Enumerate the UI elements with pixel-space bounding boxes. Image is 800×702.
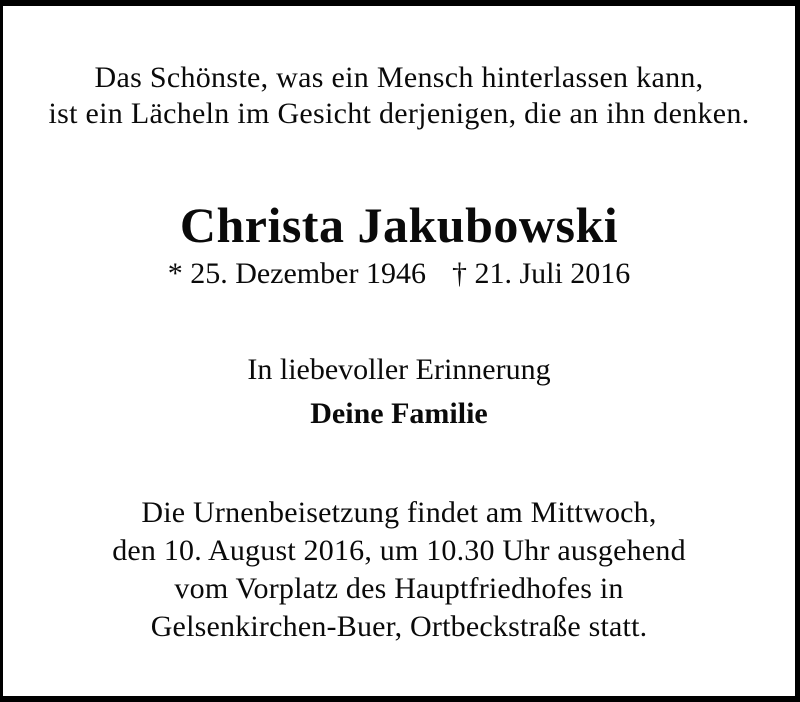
deceased-name: Christa Jakubowski — [179, 197, 619, 253]
remembrance-text: In liebevoller Erinnerung — [247, 353, 551, 386]
death-date: † 21. Juli 2016 — [451, 257, 631, 290]
epigraph-line-2: ist ein Lächeln im Gesicht derjenigen, die an ihn denken. — [48, 97, 750, 130]
funeral-line-3: vom Vorplatz des Hauptfriedhofes in — [174, 572, 624, 605]
family-signature: Deine Familie — [310, 397, 488, 430]
birth-date: * 25. Dezember 1946 — [167, 257, 426, 290]
funeral-line-2: den 10. August 2016, um 10.30 Uhr ausgehend — [112, 534, 686, 567]
funeral-line-4: Gelsenkirchen-Buer, Ortbeckstraße statt. — [150, 610, 648, 643]
life-dates — [3, 256, 795, 292]
funeral-announcement — [3, 494, 795, 646]
epigraph — [3, 60, 795, 132]
funeral-line-1: Die Urnenbeisetzung findet am Mittwoch, — [141, 496, 657, 529]
epigraph-line-1: Das Schönste, was ein Mensch hinterlassen kann, — [94, 61, 704, 94]
